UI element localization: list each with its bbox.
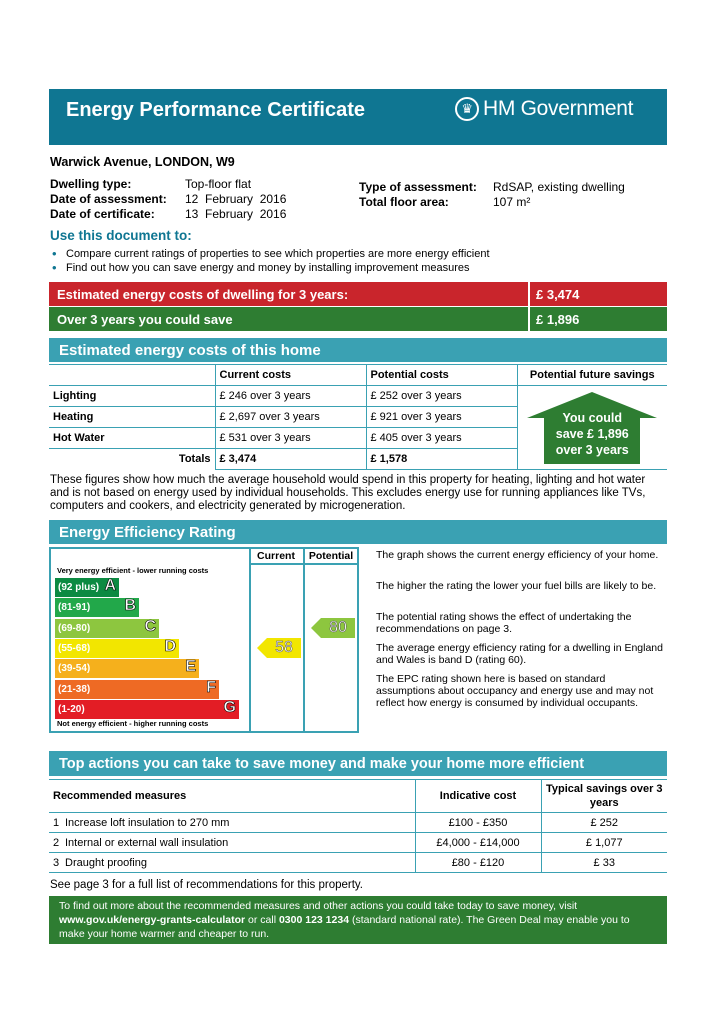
row-current: £ 2,697 over 3 years (215, 407, 366, 428)
eer-chart (49, 547, 359, 733)
gov-name: HM Government (483, 97, 634, 120)
savings-line3: over 3 years (555, 442, 629, 457)
row-current: £ 246 over 3 years (215, 386, 366, 407)
header-future-savings: Potential future savings (517, 365, 667, 386)
footer-line1: To find out more about the recommended measures and other actions you could take today to save money, visit (59, 900, 578, 912)
rating-band-f (55, 680, 219, 699)
see-page-note: See page 3 for a full list of recommendations for this property. (50, 879, 363, 891)
band-range: (39-54) (58, 663, 91, 675)
costs-section-title: Estimated energy costs of this home (49, 338, 667, 362)
measure-number: 3 (53, 856, 60, 869)
measure-name: Draught proofing (65, 856, 147, 869)
page-title: Energy Performance Certificate (66, 99, 366, 121)
band-range: (21-38) (58, 683, 91, 695)
use-item: • Find out how you can save energy and money by installing improvement measures (50, 261, 490, 275)
header-current-costs: Current costs (215, 365, 366, 386)
rating-band-a (55, 578, 119, 597)
potential-rating-arrow (311, 618, 355, 638)
use-title: Use this document to: (50, 228, 192, 243)
assessment-date-value: 12 February 2016 (185, 192, 287, 206)
use-item: • Compare current ratings of properties to see which properties are more energy efficient (50, 247, 490, 261)
table-header-row (49, 365, 667, 386)
eer-text-2: The higher the rating the lower your fuel bills are likely to be. (376, 580, 657, 592)
band-range: (81-91) (58, 602, 91, 614)
band-letter: F (206, 678, 216, 696)
assessment-type-value: RdSAP, existing dwelling (493, 180, 625, 194)
savings-value: £ 1,896 (528, 307, 579, 331)
measure-name: Internal or external wall insulation (65, 836, 229, 849)
eer-text-5: The EPC rating shown here is based on standard assumptions about occupancy and energy use and may not reflect how energy is consumed by individual occupants. (376, 673, 654, 709)
header-potential-costs: Potential costs (366, 365, 517, 386)
eer-text-4: The average energy efficiency rating for a dwelling in England and Wales is band D (rating 60). (376, 642, 663, 666)
footer-info (49, 896, 667, 944)
header-bar (49, 89, 667, 145)
row-name: Lighting (49, 386, 215, 407)
details-left (50, 177, 286, 222)
row-potential: £ 252 over 3 years (366, 386, 517, 407)
rating-band-g (55, 700, 239, 719)
estimated-cost-value: £ 3,474 (528, 282, 579, 306)
eer-bottom-note: Not energy efficient - higher running costs (57, 719, 209, 728)
band-letter: A (104, 577, 116, 594)
measure-number: 1 (53, 816, 60, 829)
hm-government-logo (455, 97, 633, 121)
header-blank (49, 365, 215, 386)
row-name: Heating (49, 407, 215, 428)
band-letter: G (223, 698, 236, 716)
savings-line2: save £ 1,896 (555, 426, 629, 441)
savings-line1: You could (562, 410, 622, 425)
measure-name: Increase loft insulation to 270 mm (65, 816, 230, 829)
header-savings: Typical savings over 3 years (541, 780, 667, 813)
eer-text-1: The graph shows the current energy efficiency of your home. (376, 549, 659, 561)
footer-rest: (standard national rate). The Green Deal may enable you to make your home warmer and cheaper to run. (59, 914, 630, 940)
measure-number: 2 (53, 836, 60, 849)
totals-label: Totals (49, 449, 215, 470)
measure-cost: £80 - £120 (415, 853, 541, 873)
rating-band-b (55, 598, 139, 617)
assessment-type-label: Type of assessment: (359, 180, 477, 194)
costs-table (49, 364, 667, 470)
savings-band (49, 307, 667, 331)
band-letter: D (164, 637, 176, 655)
savings-arrow (527, 392, 657, 464)
eer-section-title: Energy Efficiency Rating (49, 520, 667, 544)
totals-potential: £ 1,578 (366, 449, 517, 470)
estimated-cost-label: Estimated energy costs of dwelling for 3 years: (57, 286, 349, 302)
row-potential: £ 921 over 3 years (366, 407, 517, 428)
rating-band-c (55, 619, 159, 638)
table-row (49, 386, 667, 407)
details-right (359, 180, 625, 210)
measure-saving: £ 33 (541, 853, 667, 873)
table-row (49, 813, 667, 833)
use-list (50, 247, 490, 275)
eer-top-note: Very energy efficient - lower running costs (57, 566, 209, 575)
band-letter: B (124, 597, 136, 615)
measure-saving: £ 252 (541, 813, 667, 833)
table-row (49, 833, 667, 853)
rating-band-e (55, 659, 199, 678)
header-measures: Recommended measures (49, 780, 415, 813)
potential-rating-value: 80 (329, 618, 347, 636)
footer-mid: or call (245, 914, 279, 926)
costs-note: These figures show how much the average household would spend in this property for heating, lighting and hot water and is not based on energy used by individual households. This excludes energy use for running appliances like TVs, computers and cookers, and electricity generated by microgeneration. (50, 474, 646, 512)
property-address: Warwick Avenue, LONDON, W9 (50, 155, 235, 169)
potential-column (303, 549, 357, 731)
actions-table (49, 779, 667, 873)
row-current: £ 531 over 3 years (215, 428, 366, 449)
band-range: (1-20) (58, 703, 85, 715)
rating-band-d (55, 639, 179, 658)
header-cost: Indicative cost (415, 780, 541, 813)
totals-current: £ 3,474 (215, 449, 366, 470)
band-range: (55-68) (58, 642, 91, 654)
dwelling-type-value: Top-floor flat (185, 177, 252, 191)
current-rating-value: 58 (275, 638, 293, 656)
band-letter: E (185, 658, 196, 676)
table-header-row (49, 780, 667, 813)
table-row (49, 853, 667, 873)
row-potential: £ 405 over 3 years (366, 428, 517, 449)
footer-phone: 0300 123 1234 (278, 914, 350, 926)
savings-cell (517, 386, 667, 470)
royal-crest-icon: ♛ (455, 97, 479, 121)
savings-label: Over 3 years you could save (57, 311, 233, 327)
dwelling-type-label: Dwelling type: (50, 177, 132, 191)
certificate-date-label: Date of certificate: (50, 207, 155, 221)
certificate-date-value: 13 February 2016 (185, 207, 287, 221)
estimated-cost-band (49, 282, 667, 306)
band-letter: C (144, 617, 156, 635)
measure-cost: £4,000 - £14,000 (415, 833, 541, 853)
band-range: (69-80) (58, 622, 91, 634)
measure-cost: £100 - £350 (415, 813, 541, 833)
assessment-date-label: Date of assessment: (50, 192, 167, 206)
current-header: Current (257, 550, 295, 562)
floor-area-value: 107 m² (493, 195, 531, 209)
current-rating-arrow (257, 638, 301, 658)
floor-area-label: Total floor area: (359, 195, 449, 209)
measure-saving: £ 1,077 (541, 833, 667, 853)
actions-section-title: Top actions you can take to save money and make your home more efficient (49, 751, 667, 776)
eer-text-3: The potential rating shows the effect of undertaking the recommendations on page 3. (376, 611, 632, 635)
row-name: Hot Water (49, 428, 215, 449)
footer-link[interactable]: www.gov.uk/energy-grants-calculator (59, 914, 246, 926)
potential-header: Potential (308, 550, 354, 562)
band-range: (92 plus) (58, 582, 100, 593)
